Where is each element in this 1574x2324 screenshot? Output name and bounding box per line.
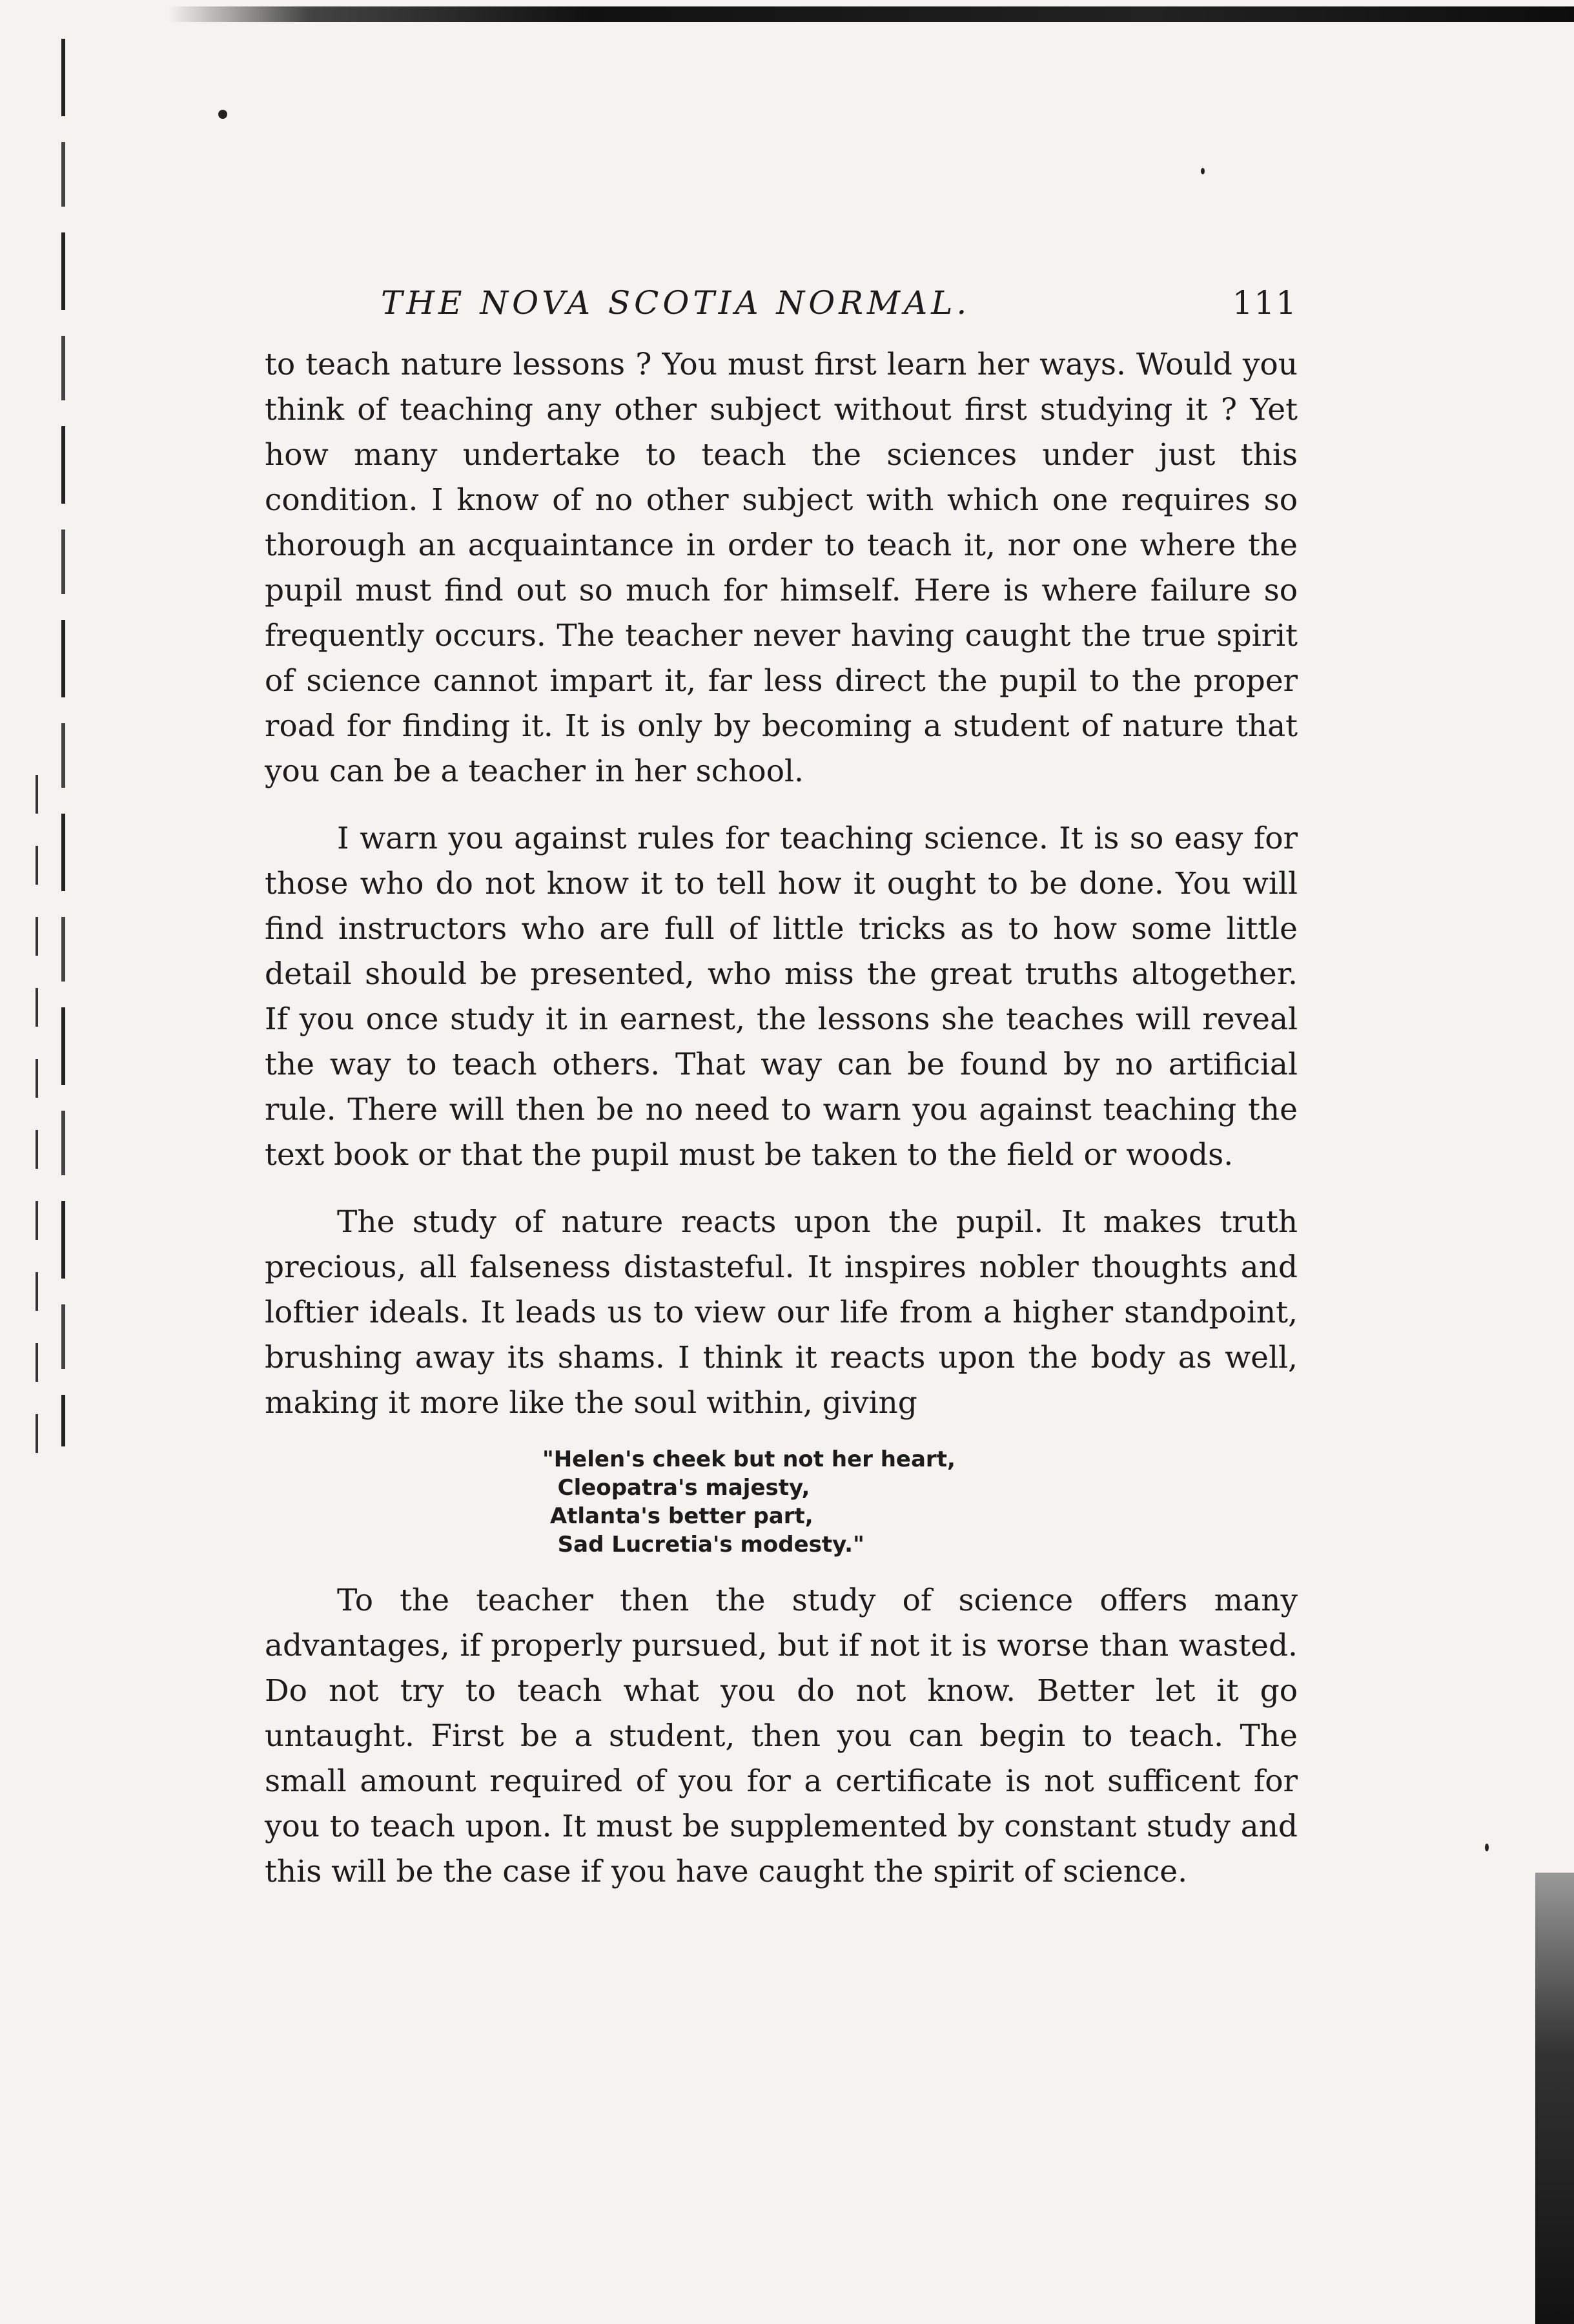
book-page bbox=[265, 284, 1298, 1895]
paragraph-1: to teach nature lessons ? You must first learn her ways. Would you think of teaching any other subject without first studying it ? Yet how many undertake to teach the sciences under just this condition. I know of no other subject with which one requires so thorough an acquaintance in order to teach it, nor one where the pupil must find out so much for himself. Here is where failure so frequently occurs. The teacher never having caught the true spirit of science cannot impart it, far less direct the pupil to the proper road for finding it. It is only by becoming a student of nature that you can be a teacher in her school. bbox=[265, 347, 1298, 789]
paragraph-4: To the teacher then the study of science offers many advantages, if properly pursued, but if not it is worse than wasted. Do not try to teach what you do not know. Better let it go untaught. First be a student, then you can begin to teach. The small amount required of you for a certificate is not sufficent for you to teach upon. It must be supplemented by constant study and this will be the case if you have caught the spirit of science. bbox=[265, 1583, 1298, 1889]
poem-line: "Helen's cheek but not her heart, bbox=[542, 1446, 956, 1472]
scan-speck bbox=[1485, 1844, 1489, 1851]
scan-right-edge bbox=[1535, 1873, 1574, 2324]
page-number: 111 bbox=[1232, 284, 1298, 322]
poem-quotation bbox=[542, 1445, 1298, 1559]
scan-top-rule bbox=[168, 6, 1574, 22]
scan-speck bbox=[218, 110, 227, 119]
poem-line: Cleopatra's majesty, bbox=[542, 1475, 810, 1501]
scan-left-edge bbox=[61, 39, 65, 1446]
scan-left-edge-mark bbox=[36, 775, 38, 1485]
paragraph-3: The study of nature reacts upon the pupil. It makes truth precious, all falseness distasteful. It inspires nobler thoughts and loftier ideals. It leads us to view our life from a higher standpoint, brushing away its shams. I think it reacts upon the body as well, making it more like the soul within, giving bbox=[265, 1204, 1298, 1421]
scan-speck bbox=[1201, 168, 1205, 174]
page-header bbox=[265, 284, 1298, 342]
poem-line: Atlanta's better part, bbox=[542, 1503, 813, 1529]
running-title: THE NOVA SCOTIA NORMAL. bbox=[381, 284, 971, 322]
poem-line: Sad Lucretia's modesty." bbox=[542, 1532, 864, 1558]
paragraph-2: I warn you against rules for teaching science. It is so easy for those who do not know it to tell how it ought to be done. You will find instructors who are full of little tricks as to how some little detail should be presented, who miss the great truths altogether. If you once study it in earnest, the lessons she teaches will reveal the way to teach others. That way can be found by no artificial rule. There will then be no need to warn you against teaching the text book or that the pupil must be taken to the field or woods. bbox=[265, 821, 1298, 1173]
